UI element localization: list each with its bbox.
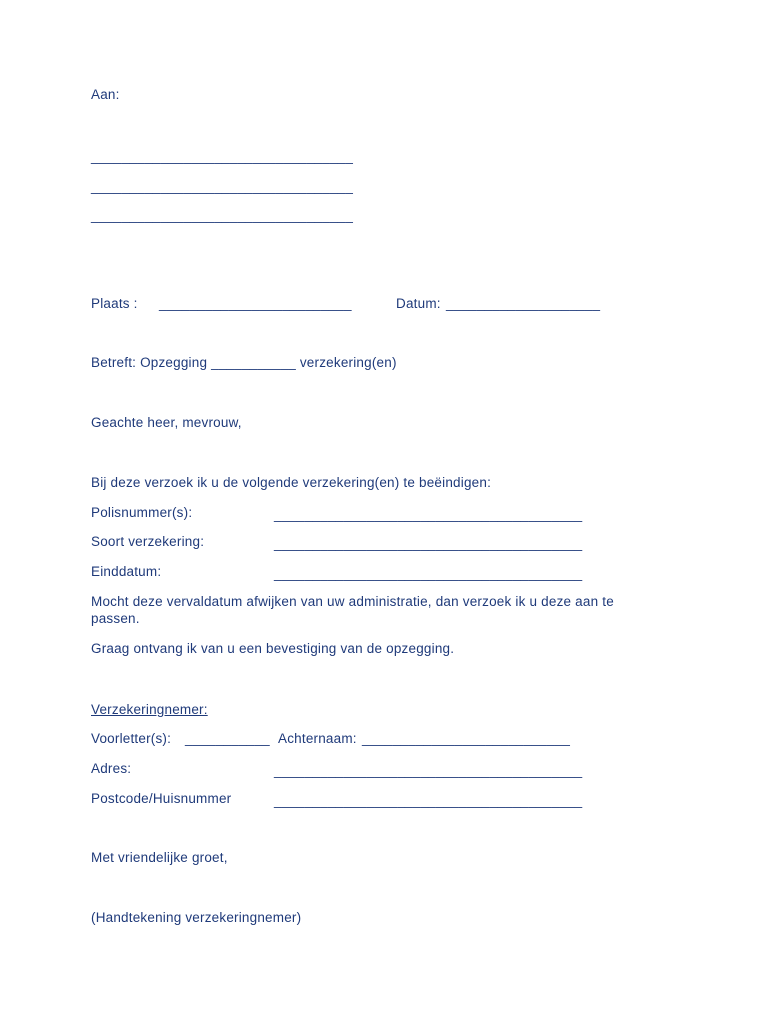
soort-verzekering-blank: ________________________________________	[274, 536, 583, 551]
achternaam-label: Achternaam:	[278, 731, 357, 746]
postcode-blank: ________________________________________	[274, 793, 583, 808]
closing: Met vriendelijke groet,	[91, 850, 228, 865]
aan-label: Aan:	[91, 87, 120, 102]
address-line-1: __________________________________	[91, 149, 354, 164]
adres-blank: ________________________________________	[274, 763, 583, 778]
greeting: Geachte heer, mevrouw,	[91, 415, 242, 430]
mismatch-text-line-1: Mocht deze vervaldatum afwijken van uw administratie, dan verzoek ik u deze aan te	[91, 594, 614, 609]
voorletters-blank: ___________	[185, 731, 270, 746]
polisnummer-label: Polisnummer(s):	[91, 505, 193, 520]
einddatum-label: Einddatum:	[91, 564, 162, 579]
plaats-label: Plaats :	[91, 296, 138, 311]
address-line-3: __________________________________	[91, 208, 354, 223]
einddatum-blank: ________________________________________	[274, 566, 583, 581]
achternaam-blank: ___________________________	[362, 731, 571, 746]
intro-text: Bij deze verzoek ik u de volgende verzekering(en) te beëindigen:	[91, 475, 492, 490]
adres-label: Adres:	[91, 761, 132, 776]
datum-label: Datum:	[396, 296, 441, 311]
voorletters-label: Voorletter(s):	[91, 731, 172, 746]
postcode-label: Postcode/Huisnummer	[91, 791, 232, 806]
mismatch-text-line-2: passen.	[91, 611, 140, 626]
subject-line: Betreft: Opzegging ___________ verzekering(en)	[91, 355, 397, 370]
confirmation-text: Graag ontvang ik van u een bevestiging van de opzegging.	[91, 641, 455, 656]
signature-label: (Handtekening verzekeringnemer)	[91, 910, 302, 925]
address-line-2: __________________________________	[91, 179, 354, 194]
soort-verzekering-label: Soort verzekering:	[91, 534, 205, 549]
polisnummer-blank: ________________________________________	[274, 507, 583, 522]
policyholder-heading: Verzekeringnemer:	[91, 702, 208, 717]
datum-blank: ____________________	[446, 296, 601, 311]
plaats-blank: _________________________	[159, 296, 352, 311]
